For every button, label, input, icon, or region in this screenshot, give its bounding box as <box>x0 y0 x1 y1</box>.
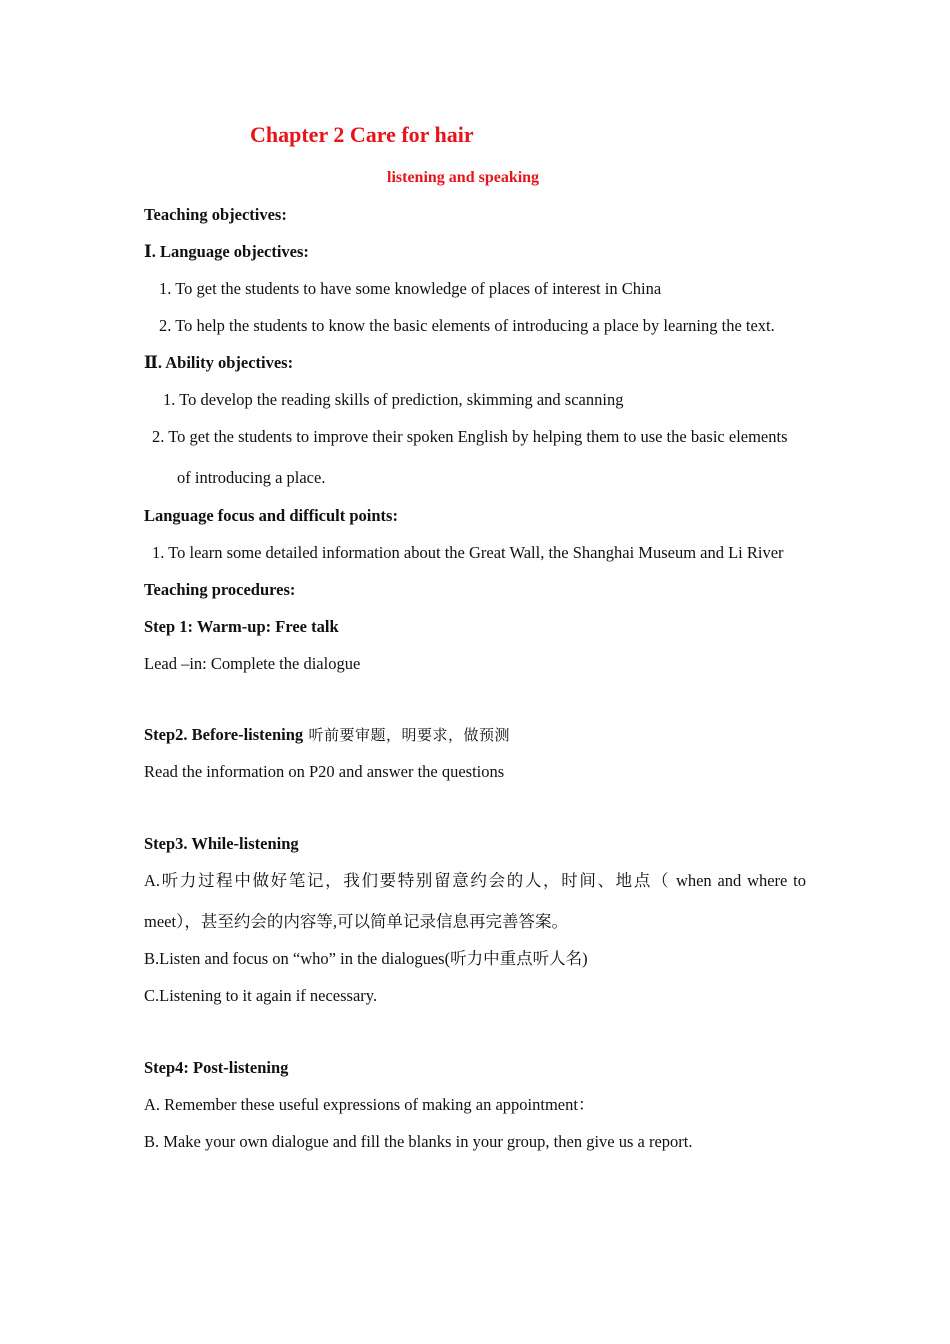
step4-item-a: A. Remember these useful expressions of making an appointment： <box>144 1095 595 1114</box>
document-subtitle: listening and speaking <box>387 169 540 186</box>
document-title: Chapter 2 Care for hair <box>250 122 474 147</box>
language-focus-item: 1. To learn some detailed information about the Great Wall, the Shanghai Museum and Li River <box>152 543 784 562</box>
step3-item-c: C.Listening to it again if necessary. <box>144 986 378 1005</box>
step4-heading: Step4: Post-listening <box>144 1058 289 1077</box>
step1-text: Lead –in: Complete the dialogue <box>144 654 361 673</box>
teaching-objectives-heading: Teaching objectives: <box>144 205 287 224</box>
ability-objective-item: 2. To get the students to improve their spoken English by helping them to use the basic elements <box>152 427 788 446</box>
step3-item-a-line1: A.听力过程中做好笔记，我们要特别留意约会的人，时间、地点（ when and where to <box>144 871 806 890</box>
language-objective-item: 2. To help the students to know the basic elements of introducing a place by learning the text. <box>159 316 775 335</box>
language-focus-heading: Language focus and difficult points: <box>144 506 398 525</box>
step1-heading: Step 1: Warm-up: Free talk <box>144 617 339 636</box>
step2-heading-cn: 听前要审题，明要求，做预测 <box>303 726 510 744</box>
ability-objectives-heading: Ⅱ. Ability objectives: <box>144 353 294 372</box>
language-objective-item: 1. To get the students to have some knowledge of places of interest in China <box>159 279 662 298</box>
step3-item-b: B.Listen and focus on “who” in the dialogues(听力中重点听人名) <box>144 949 588 968</box>
language-objectives-heading: Ⅰ. Language objectives: <box>144 242 309 261</box>
step2-text: Read the information on P20 and answer the questions <box>144 762 505 781</box>
step4-item-b: B. Make your own dialogue and fill the blanks in your group, then give us a report. <box>144 1132 693 1151</box>
step2-heading-line <box>144 724 510 746</box>
step3-heading: Step3. While-listening <box>144 834 299 853</box>
ability-objective-item: 1. To develop the reading skills of prediction, skimming and scanning <box>163 390 624 409</box>
step2-heading: Step2. Before-listening <box>144 725 304 744</box>
ability-objective-item-continuation: of introducing a place. <box>177 468 326 487</box>
step3-item-a-line2: meet），甚至约会的内容等,可以简单记录信息再完善答案。 <box>144 912 568 931</box>
teaching-procedures-heading: Teaching procedures: <box>144 580 296 599</box>
